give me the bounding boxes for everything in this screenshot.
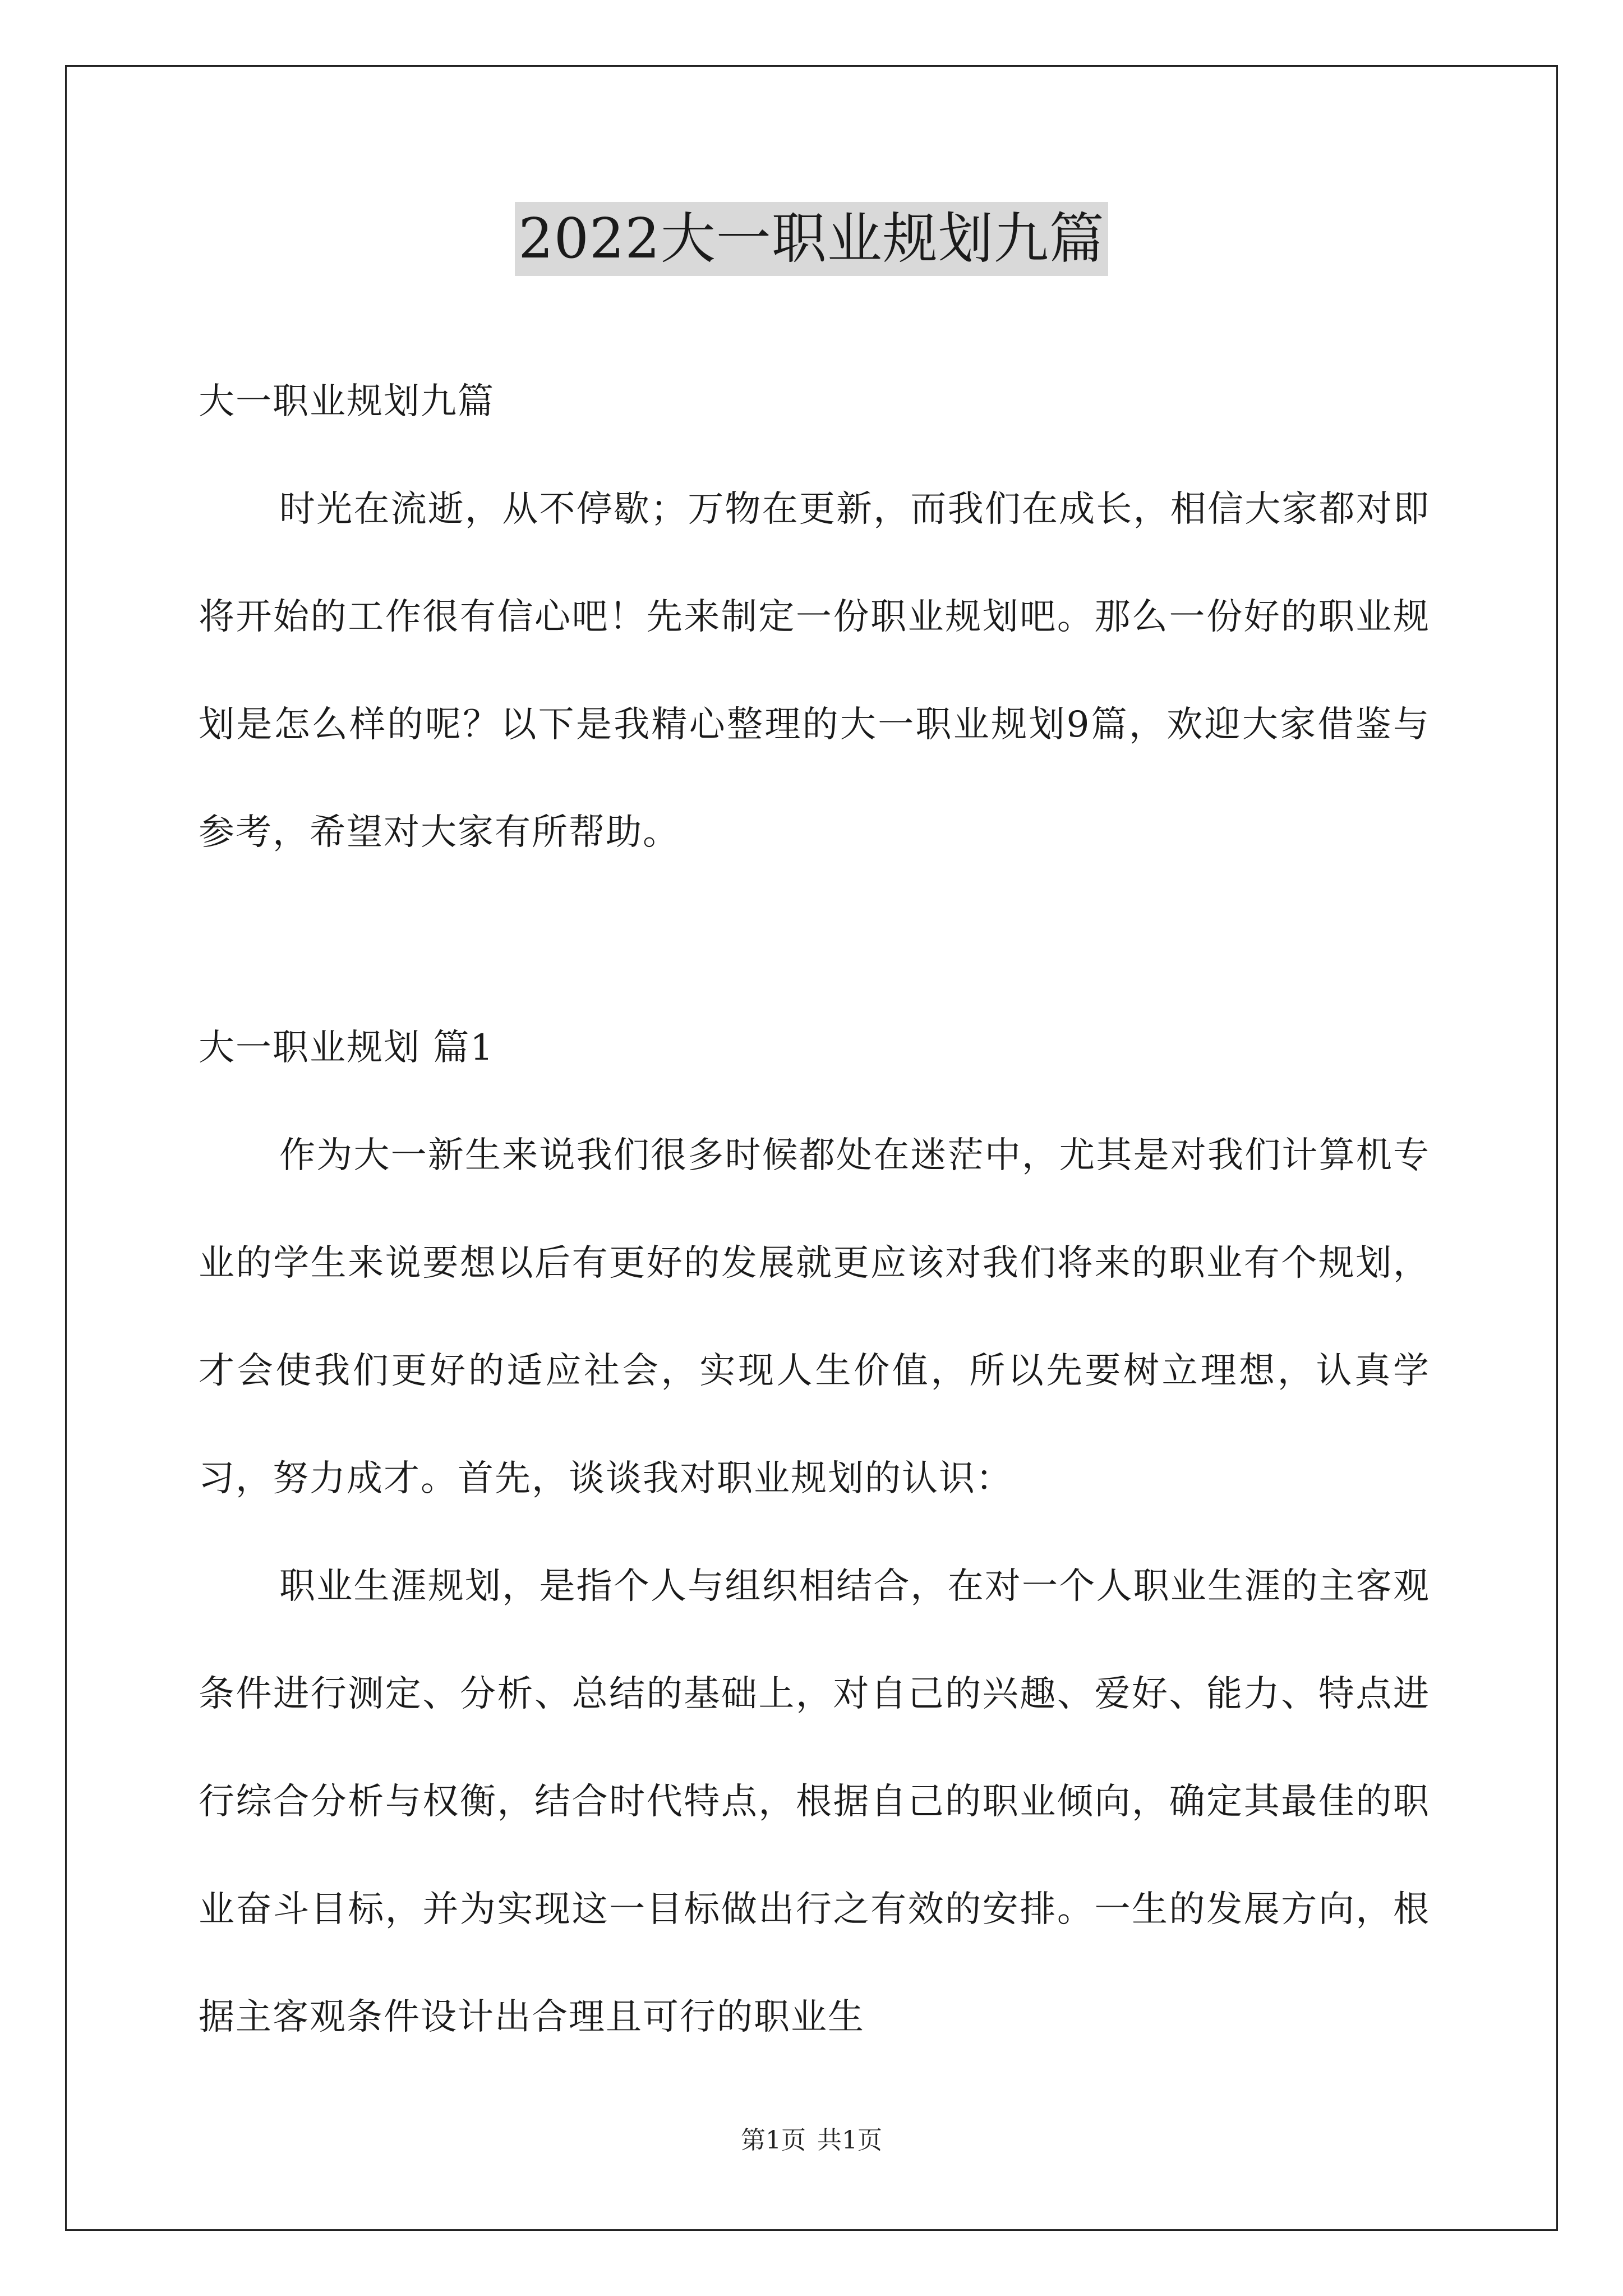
body-paragraph-1: 作为大一新生来说我们很多时候都处在迷茫中，尤其是对我们计算机专业的学生来说要想以后有更好的发展就更应该对我们将来的职业有个规划，才会使我们更好的适应社会，实现人生价值，所以先要树立理想，认真学习，努力成才。首先，谈谈我对职业规划的认识：: [199, 1135, 1430, 1499]
document-subtitle: 大一职业规划九篇: [199, 381, 495, 422]
page-footer: 第1页 共1页: [741, 2126, 882, 2155]
title-container: [0, 202, 1623, 276]
document-title: 2022大一职业规划九篇: [515, 202, 1108, 276]
section-heading: 大一职业规划 篇1: [199, 1027, 495, 1069]
intro-paragraph: 时光在流逝，从不停歇；万物在更新，而我们在成长，相信大家都对即将开始的工作很有信心吧！先来制定一份职业规划吧。那么一份好的职业规划是怎么样的呢？以下是我精心整理的大一职业规划9篇，欢迎大家借鉴与参考，希望对大家有所帮助。: [199, 489, 1430, 853]
section-spacer: [199, 886, 1430, 994]
body-paragraph-2: 职业生涯规划，是指个人与组织相结合，在对一个人职业生涯的主客观条件进行测定、分析、总结的基础上，对自己的兴趣、爱好、能力、特点进行综合分析与权衡，结合时代特点，根据自己的职业倾向，确定其最佳的职业奋斗目标，并为实现这一目标做出行之有效的安排。一生的发展方向，根据主客观条件设计出合理且可行的职业生: [199, 1566, 1430, 2038]
document-body: [199, 348, 1430, 2071]
